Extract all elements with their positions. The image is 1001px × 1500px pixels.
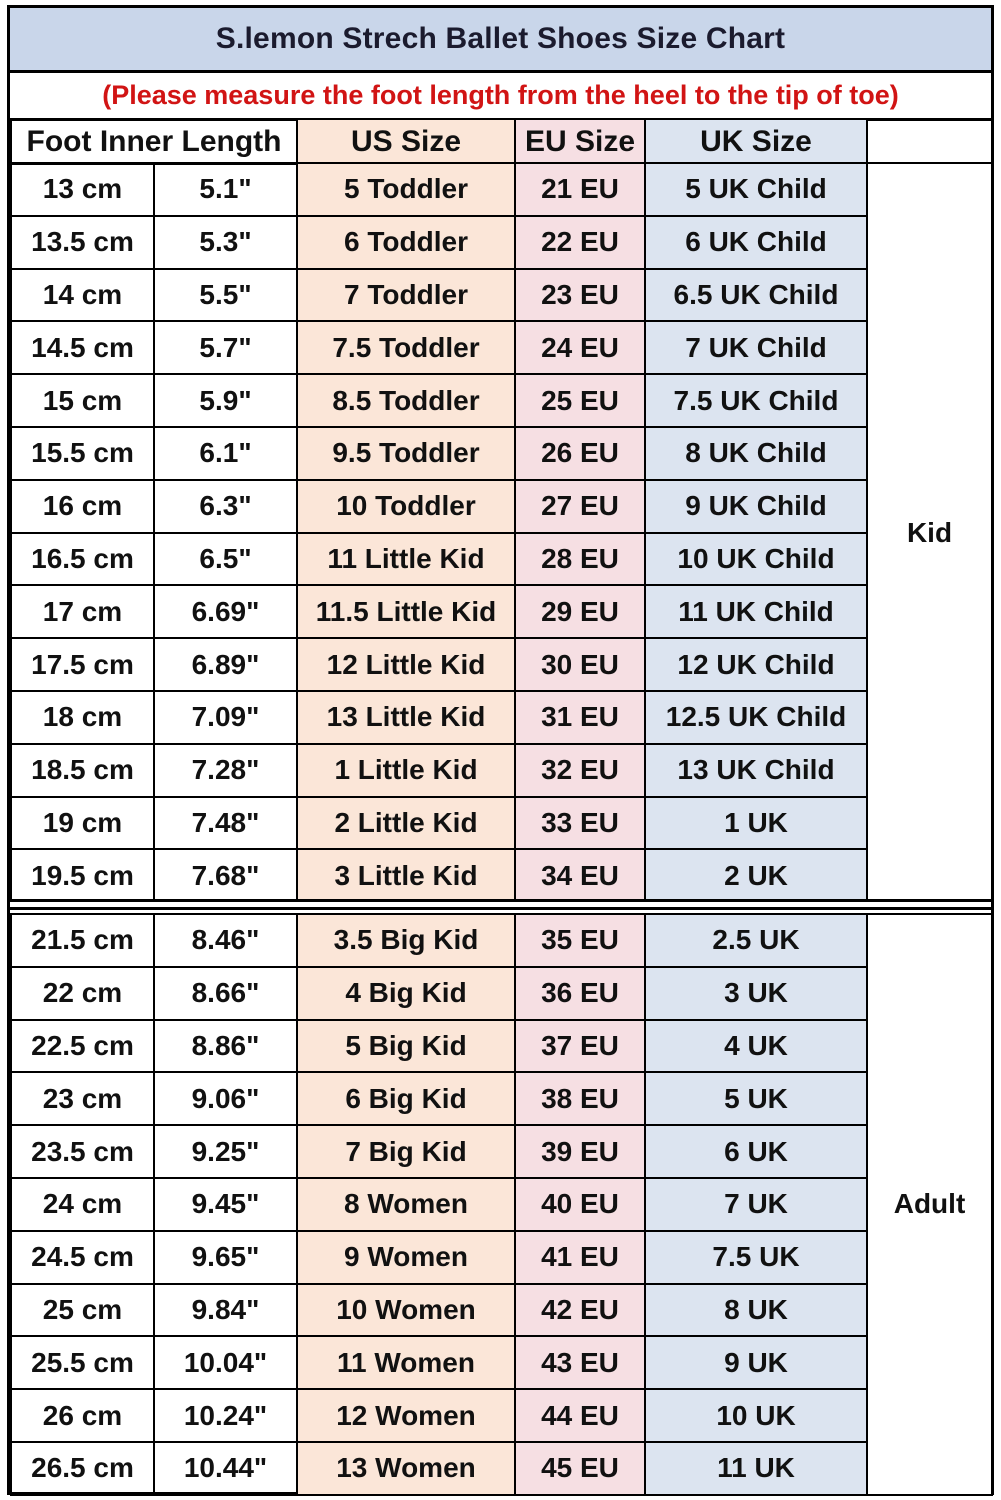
foot-inch-cell: 6.5" bbox=[154, 533, 297, 586]
uk-size-cell: 6 UK Child bbox=[645, 216, 867, 269]
measure-note: (Please measure the foot length from the heel to the tip of toe) bbox=[10, 73, 991, 121]
table-row bbox=[11, 797, 992, 850]
foot-cm-cell: 19 cm bbox=[11, 797, 154, 850]
eu-size-cell: 27 EU bbox=[515, 480, 645, 533]
table-row bbox=[11, 967, 992, 1020]
foot-inch-cell: 6.89" bbox=[154, 638, 297, 691]
uk-size-cell: 2.5 UK bbox=[645, 914, 867, 967]
foot-cm-cell: 23 cm bbox=[11, 1072, 154, 1125]
foot-inch-cell: 10.04" bbox=[154, 1336, 297, 1389]
chart-title: S.lemon Strech Ballet Shoes Size Chart bbox=[10, 8, 991, 73]
table-row bbox=[11, 269, 992, 322]
uk-size-cell: 7.5 UK Child bbox=[645, 374, 867, 427]
us-size-cell: 9 Women bbox=[297, 1231, 515, 1284]
uk-size-cell: 3 UK bbox=[645, 967, 867, 1020]
adult-table bbox=[10, 913, 993, 1496]
foot-cm-cell: 24 cm bbox=[11, 1178, 154, 1231]
uk-size-cell: 7 UK bbox=[645, 1178, 867, 1231]
eu-size-cell: 31 EU bbox=[515, 691, 645, 744]
table-row bbox=[11, 1020, 992, 1073]
foot-inch-cell: 7.48" bbox=[154, 797, 297, 850]
foot-cm-cell: 15 cm bbox=[11, 374, 154, 427]
table-row bbox=[11, 1178, 992, 1231]
foot-inch-cell: 9.06" bbox=[154, 1072, 297, 1125]
us-size-cell: 13 Little Kid bbox=[297, 691, 515, 744]
table-row bbox=[11, 1442, 992, 1495]
uk-size-cell: 8 UK Child bbox=[645, 427, 867, 480]
foot-inch-cell: 5.5" bbox=[154, 269, 297, 322]
us-size-cell: 2 Little Kid bbox=[297, 797, 515, 850]
foot-inch-cell: 9.65" bbox=[154, 1231, 297, 1284]
eu-size-cell: 34 EU bbox=[515, 849, 645, 902]
foot-cm-cell: 15.5 cm bbox=[11, 427, 154, 480]
foot-cm-cell: 25.5 cm bbox=[11, 1336, 154, 1389]
us-size-cell: 6 Big Kid bbox=[297, 1072, 515, 1125]
uk-size-cell: 10 UK Child bbox=[645, 533, 867, 586]
eu-size-cell: 23 EU bbox=[515, 269, 645, 322]
foot-cm-cell: 25 cm bbox=[11, 1284, 154, 1337]
eu-size-cell: 21 EU bbox=[515, 163, 645, 216]
uk-size-cell: 13 UK Child bbox=[645, 744, 867, 797]
foot-cm-cell: 16 cm bbox=[11, 480, 154, 533]
uk-size-cell: 9 UK bbox=[645, 1336, 867, 1389]
table-row bbox=[11, 691, 992, 744]
uk-size-cell: 7.5 UK bbox=[645, 1231, 867, 1284]
eu-size-cell: 32 EU bbox=[515, 744, 645, 797]
us-size-cell: 6 Toddler bbox=[297, 216, 515, 269]
us-size-cell: 13 Women bbox=[297, 1442, 515, 1495]
foot-cm-cell: 14 cm bbox=[11, 269, 154, 322]
us-size-cell: 11 Women bbox=[297, 1336, 515, 1389]
eu-size-cell: 24 EU bbox=[515, 321, 645, 374]
eu-size-cell: 43 EU bbox=[515, 1336, 645, 1389]
foot-inch-cell: 7.68" bbox=[154, 849, 297, 902]
uk-size-cell: 6 UK bbox=[645, 1125, 867, 1178]
foot-cm-cell: 18 cm bbox=[11, 691, 154, 744]
kid-table bbox=[10, 162, 993, 903]
foot-cm-cell: 23.5 cm bbox=[11, 1125, 154, 1178]
table-row bbox=[11, 849, 992, 902]
foot-cm-cell: 22.5 cm bbox=[11, 1020, 154, 1073]
us-size-cell: 7 Toddler bbox=[297, 269, 515, 322]
table-row bbox=[11, 1072, 992, 1125]
eu-size-cell: 30 EU bbox=[515, 638, 645, 691]
foot-cm-cell: 16.5 cm bbox=[11, 533, 154, 586]
table-row bbox=[11, 1284, 992, 1337]
uk-size-cell: 11 UK Child bbox=[645, 585, 867, 638]
foot-inch-cell: 5.1" bbox=[154, 163, 297, 216]
uk-size-cell: 9 UK Child bbox=[645, 480, 867, 533]
eu-size-cell: 44 EU bbox=[515, 1389, 645, 1442]
table-row bbox=[11, 163, 992, 216]
table-row bbox=[11, 1389, 992, 1442]
group-separator bbox=[10, 899, 991, 910]
us-size-cell: 1 Little Kid bbox=[297, 744, 515, 797]
foot-inch-cell: 8.66" bbox=[154, 967, 297, 1020]
uk-size-cell: 7 UK Child bbox=[645, 321, 867, 374]
table-row bbox=[11, 427, 992, 480]
foot-inch-cell: 6.1" bbox=[154, 427, 297, 480]
eu-size-cell: 28 EU bbox=[515, 533, 645, 586]
eu-size-cell: 25 EU bbox=[515, 374, 645, 427]
foot-cm-cell: 13 cm bbox=[11, 163, 154, 216]
us-size-cell: 9.5 Toddler bbox=[297, 427, 515, 480]
foot-cm-cell: 17 cm bbox=[11, 585, 154, 638]
eu-size-cell: 22 EU bbox=[515, 216, 645, 269]
header-foot-length: Foot Inner Length bbox=[11, 119, 297, 164]
us-size-cell: 11 Little Kid bbox=[297, 533, 515, 586]
eu-size-cell: 26 EU bbox=[515, 427, 645, 480]
table-row bbox=[11, 480, 992, 533]
uk-size-cell: 1 UK bbox=[645, 797, 867, 850]
foot-cm-cell: 24.5 cm bbox=[11, 1231, 154, 1284]
uk-size-cell: 6.5 UK Child bbox=[645, 269, 867, 322]
us-size-cell: 10 Women bbox=[297, 1284, 515, 1337]
eu-size-cell: 45 EU bbox=[515, 1442, 645, 1495]
foot-inch-cell: 8.86" bbox=[154, 1020, 297, 1073]
eu-size-cell: 29 EU bbox=[515, 585, 645, 638]
us-size-cell: 7.5 Toddler bbox=[297, 321, 515, 374]
us-size-cell: 12 Women bbox=[297, 1389, 515, 1442]
us-size-cell: 11.5 Little Kid bbox=[297, 585, 515, 638]
us-size-cell: 12 Little Kid bbox=[297, 638, 515, 691]
foot-cm-cell: 14.5 cm bbox=[11, 321, 154, 374]
uk-size-cell: 10 UK bbox=[645, 1389, 867, 1442]
eu-size-cell: 39 EU bbox=[515, 1125, 645, 1178]
eu-size-cell: 35 EU bbox=[515, 914, 645, 967]
foot-cm-cell: 18.5 cm bbox=[11, 744, 154, 797]
table-row bbox=[11, 321, 992, 374]
eu-size-cell: 42 EU bbox=[515, 1284, 645, 1337]
uk-size-cell: 5 UK bbox=[645, 1072, 867, 1125]
uk-size-cell: 8 UK bbox=[645, 1284, 867, 1337]
table-row bbox=[11, 585, 992, 638]
group-label: Adult bbox=[867, 914, 992, 1495]
eu-size-cell: 40 EU bbox=[515, 1178, 645, 1231]
table-row bbox=[11, 744, 992, 797]
foot-inch-cell: 6.3" bbox=[154, 480, 297, 533]
foot-inch-cell: 9.45" bbox=[154, 1178, 297, 1231]
group-label: Kid bbox=[867, 163, 992, 902]
foot-cm-cell: 26 cm bbox=[11, 1389, 154, 1442]
eu-size-cell: 41 EU bbox=[515, 1231, 645, 1284]
header-us-size: US Size bbox=[297, 119, 515, 164]
table-row bbox=[11, 533, 992, 586]
foot-cm-cell: 13.5 cm bbox=[11, 216, 154, 269]
uk-size-cell: 12.5 UK Child bbox=[645, 691, 867, 744]
table-row bbox=[11, 216, 992, 269]
foot-inch-cell: 5.9" bbox=[154, 374, 297, 427]
table-row bbox=[11, 1336, 992, 1389]
us-size-cell: 8.5 Toddler bbox=[297, 374, 515, 427]
uk-size-cell: 11 UK bbox=[645, 1442, 867, 1495]
foot-inch-cell: 7.09" bbox=[154, 691, 297, 744]
uk-size-cell: 5 UK Child bbox=[645, 163, 867, 216]
us-size-cell: 4 Big Kid bbox=[297, 967, 515, 1020]
eu-size-cell: 38 EU bbox=[515, 1072, 645, 1125]
eu-size-cell: 37 EU bbox=[515, 1020, 645, 1073]
header-uk-size: UK Size bbox=[645, 119, 867, 164]
us-size-cell: 5 Big Kid bbox=[297, 1020, 515, 1073]
table-row bbox=[11, 1231, 992, 1284]
us-size-cell: 3 Little Kid bbox=[297, 849, 515, 902]
foot-cm-cell: 17.5 cm bbox=[11, 638, 154, 691]
us-size-cell: 10 Toddler bbox=[297, 480, 515, 533]
foot-inch-cell: 9.25" bbox=[154, 1125, 297, 1178]
foot-cm-cell: 22 cm bbox=[11, 967, 154, 1020]
foot-inch-cell: 6.69" bbox=[154, 585, 297, 638]
header-blank bbox=[867, 119, 992, 164]
header-row bbox=[10, 118, 992, 165]
us-size-cell: 3.5 Big Kid bbox=[297, 914, 515, 967]
table-row bbox=[11, 914, 992, 967]
table-row bbox=[11, 1125, 992, 1178]
uk-size-cell: 4 UK bbox=[645, 1020, 867, 1073]
table-row bbox=[11, 638, 992, 691]
foot-inch-cell: 7.28" bbox=[154, 744, 297, 797]
foot-inch-cell: 5.3" bbox=[154, 216, 297, 269]
eu-size-cell: 36 EU bbox=[515, 967, 645, 1020]
foot-cm-cell: 19.5 cm bbox=[11, 849, 154, 902]
uk-size-cell: 2 UK bbox=[645, 849, 867, 902]
foot-inch-cell: 10.24" bbox=[154, 1389, 297, 1442]
us-size-cell: 5 Toddler bbox=[297, 163, 515, 216]
table-row bbox=[11, 374, 992, 427]
foot-cm-cell: 21.5 cm bbox=[11, 914, 154, 967]
eu-size-cell: 33 EU bbox=[515, 797, 645, 850]
foot-cm-cell: 26.5 cm bbox=[11, 1442, 154, 1495]
uk-size-cell: 12 UK Child bbox=[645, 638, 867, 691]
us-size-cell: 7 Big Kid bbox=[297, 1125, 515, 1178]
foot-inch-cell: 10.44" bbox=[154, 1442, 297, 1495]
header-eu-size: EU Size bbox=[515, 119, 645, 164]
foot-inch-cell: 9.84" bbox=[154, 1284, 297, 1337]
us-size-cell: 8 Women bbox=[297, 1178, 515, 1231]
size-chart bbox=[7, 5, 994, 1495]
foot-inch-cell: 8.46" bbox=[154, 914, 297, 967]
foot-inch-cell: 5.7" bbox=[154, 321, 297, 374]
